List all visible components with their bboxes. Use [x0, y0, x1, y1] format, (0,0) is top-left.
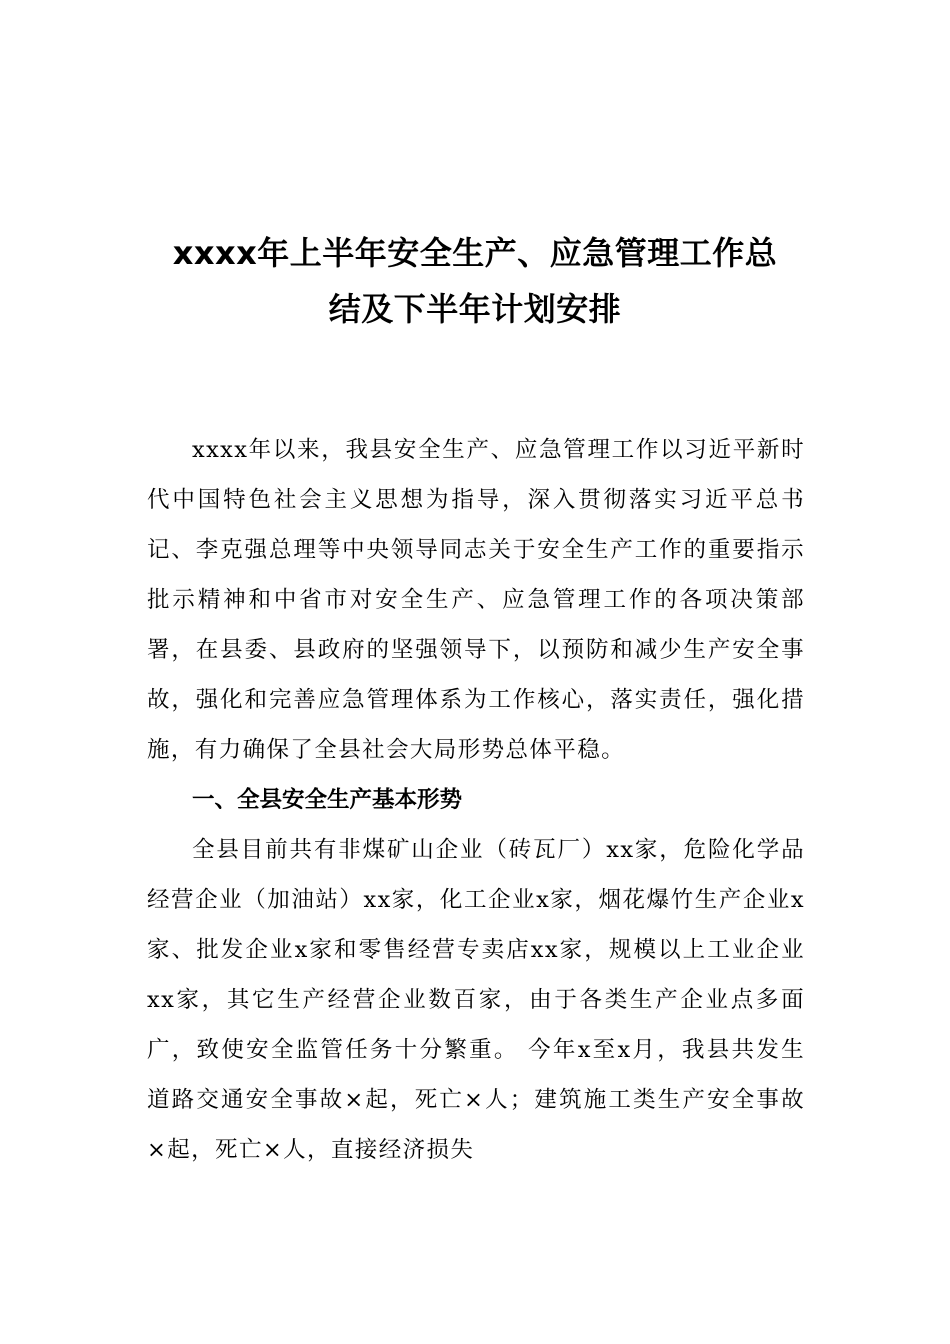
title-line-1: xxxx年上半年安全生产、应急管理工作总	[172, 234, 778, 272]
document-body	[147, 425, 805, 1175]
document-title	[145, 225, 805, 337]
section-paragraph: 全县目前共有非煤矿山企业（砖瓦厂）xx家，危险化学品经营企业（加油站）xx家，化工企业x家，烟花爆竹生产企业x家、批发企业x家和零售经营专卖店xx家，规模以上工业企业xx家，其它生产经营企业数百家，由于各类生产企业点多面广，致使安全监管任务十分繁重。 今年x至x月，我县共发生道路交通安全事故×起，死亡×人；建筑施工类生产安全事故×起，死亡×人，直接经济损失	[147, 837, 805, 1163]
section-heading: 一、全县安全生产基本形势	[192, 787, 463, 813]
title-line-2: 结及下半年计划安排	[328, 290, 622, 328]
intro-paragraph: xxxx年以来，我县安全生产、应急管理工作以习近平新时代中国特色社会主义思想为指导，深入贯彻落实习近平总书记、李克强总理等中央领导同志关于安全生产工作的重要指示批示精神和中省市对安全生产、应急管理工作的各项决策部署，在县委、县政府的坚强领导下，以预防和减少生产安全事故，强化和完善应急管理体系为工作核心，落实责任，强化措施，有力确保了全县社会大局形势总体平稳。	[147, 437, 805, 763]
